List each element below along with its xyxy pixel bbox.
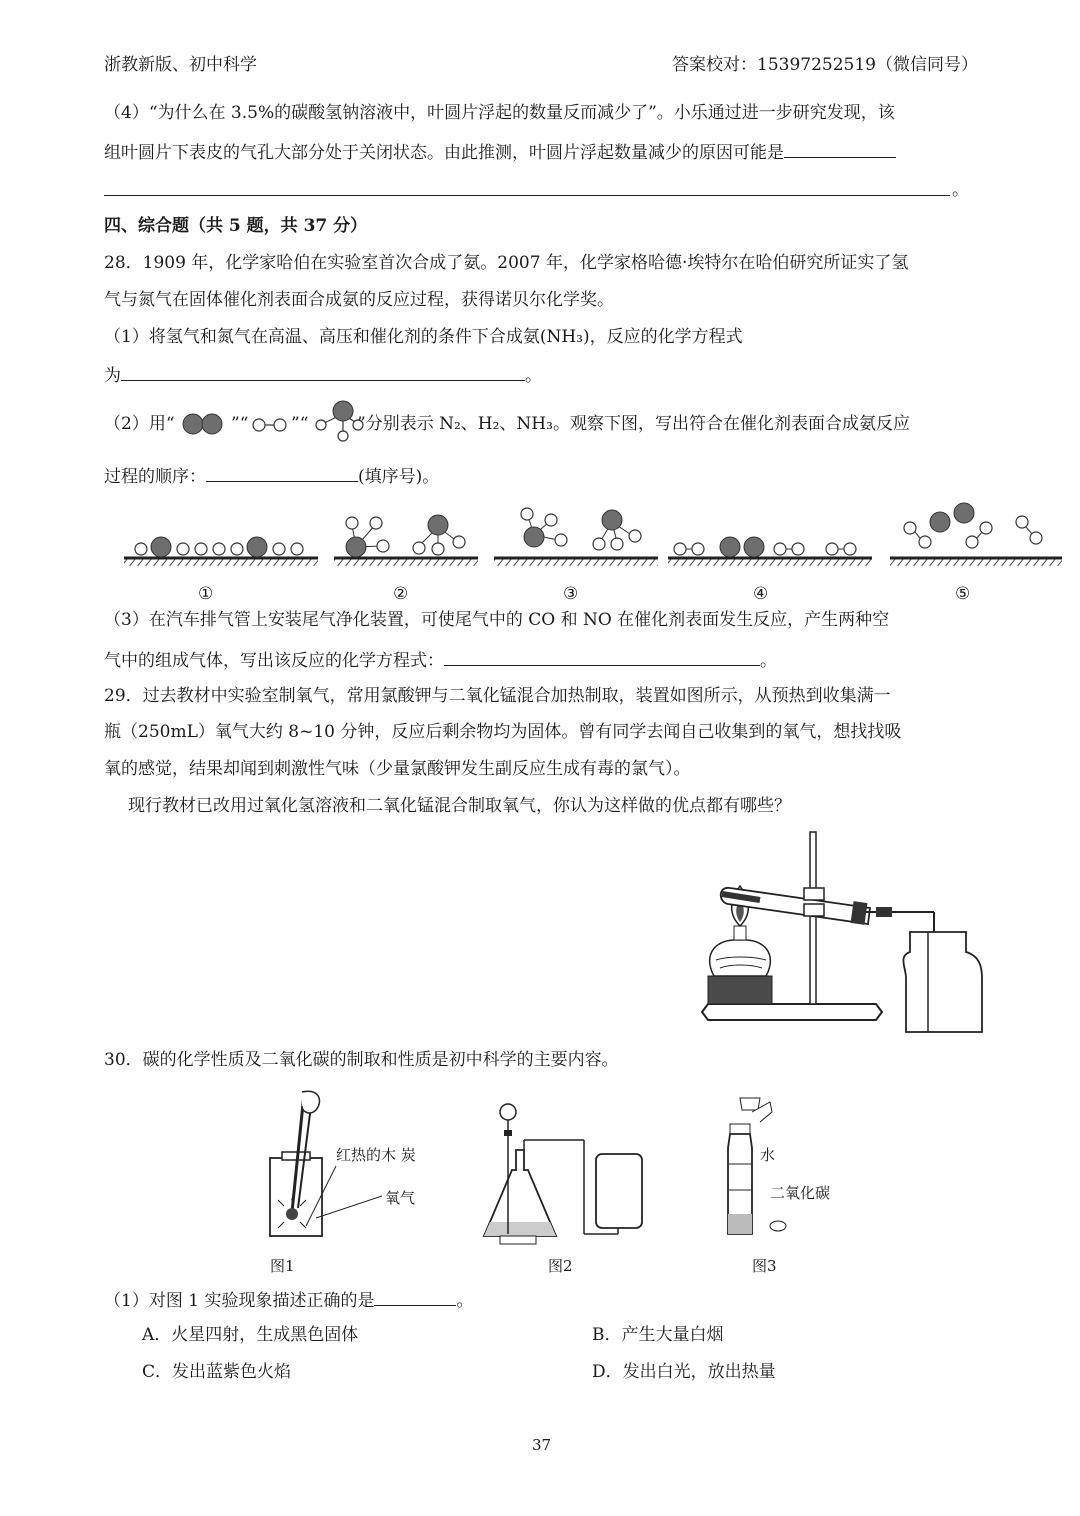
q27-4-end: 。 bbox=[952, 180, 969, 200]
panel-label-4: ④ bbox=[753, 584, 769, 604]
q28-p2-fill: (填序号)。 bbox=[358, 467, 440, 487]
panel-label-3: ③ bbox=[563, 584, 579, 604]
fig1-label-charcoal: 红热的木 炭 bbox=[336, 1146, 416, 1164]
panel-label-2: ② bbox=[393, 584, 409, 604]
h2-molecule-icon bbox=[250, 412, 294, 436]
fig3-label-water: 水 bbox=[760, 1146, 776, 1164]
catalyst-surface-diagram bbox=[120, 498, 1070, 610]
answer-blank[interactable] bbox=[121, 362, 525, 381]
answer-blank[interactable] bbox=[206, 463, 358, 482]
q27-4-line2-text: 组叶圆片下表皮的气孔大部分处于关闭状态。由此推测，叶圆片浮起数量减少的原因可能是 bbox=[104, 143, 784, 163]
q29-line4: 现行教材已改用过氧化氢溶液和二氧化锰混合制取氧气，你认为这样做的优点都有哪些？ bbox=[128, 796, 791, 816]
oxygen-apparatus-diagram bbox=[700, 828, 990, 1040]
fig3-bottle-water bbox=[712, 1094, 792, 1244]
q29-line2: 瓶（250mL）氧气大约 8~10 分钟，反应后剩余物均为固体。曾有同学去闻自己收集到的氧气，想找找吸 bbox=[104, 722, 902, 742]
q28-p1-text: （1）将氢气和氮气在高温、高压和催化剂的条件下合成氨(NH₃)，反应的化学方程式 bbox=[104, 327, 743, 347]
q28-p1-end: 。 bbox=[525, 366, 542, 386]
answer-blank[interactable] bbox=[374, 1287, 456, 1306]
panel-1 bbox=[124, 537, 318, 566]
panel-4 bbox=[668, 537, 872, 566]
option-d[interactable]: D．发出白光，放出热量 bbox=[592, 1362, 776, 1382]
section-title: 四、综合题（共 5 题，共 37 分） bbox=[104, 216, 368, 236]
q28-p2-d: ”分别表示 N₂、H₂、NH₃。观察下图，写出符合在催化剂表面合成氨反应 bbox=[357, 414, 910, 434]
panel-label-1: ① bbox=[198, 584, 214, 604]
q28-p1-for: 为 bbox=[104, 366, 121, 386]
header-right: 答案校对：15397252519（微信同号） bbox=[672, 55, 978, 75]
caption-fig3: 图3 bbox=[752, 1257, 777, 1275]
q27-4-line1: （4）“为什么在 3.5%的碳酸氢钠溶液中，叶圆片浮起的数量反而减少了”。小乐通过进一步研究发现，该 bbox=[104, 103, 895, 123]
q28-p1-answer bbox=[104, 362, 542, 388]
q27-4-line2 bbox=[104, 139, 896, 165]
panel-label-5: ⑤ bbox=[955, 584, 971, 604]
n2-molecule-icon bbox=[181, 412, 235, 436]
q28-p2-a: （2）用“ bbox=[104, 414, 175, 434]
q28-p3-line1: （3）在汽车排气管上安装尾气净化装置，可使尾气中的 CO 和 NO 在催化剂表面发生反应，产生两种空 bbox=[104, 610, 890, 630]
q28-p2-line2 bbox=[104, 463, 439, 489]
q28-p3-line2 bbox=[104, 647, 777, 673]
option-a[interactable]: A．火星四射，生成黑色固体 bbox=[142, 1325, 359, 1345]
fig2-co2-generator bbox=[472, 1110, 652, 1246]
q30-p1-end: 。 bbox=[456, 1291, 474, 1311]
page-number: 37 bbox=[532, 1436, 552, 1454]
q28-p2-b: ”“ bbox=[231, 414, 249, 434]
q28-line1: 28．1909 年，化学家哈伯在实验室首次合成了氨。2007 年，化学家格哈德·埃特尔在哈伯研究所证实了氢 bbox=[104, 253, 909, 273]
q29-line3: 氧的感觉，结果却闻到刺激性气味（少量氯酸钾发生副反应生成有毒的氯气）。 bbox=[104, 759, 691, 779]
caption-fig1: 图1 bbox=[270, 1257, 295, 1275]
nh3-molecule-icon bbox=[312, 398, 362, 442]
panel-5 bbox=[890, 503, 1062, 566]
option-b[interactable]: B．产生大量白烟 bbox=[592, 1325, 724, 1345]
q30-intro: 30．碳的化学性质及二氧化碳的制取和性质是初中科学的主要内容。 bbox=[104, 1050, 619, 1070]
option-c[interactable]: C．发出蓝紫色火焰 bbox=[142, 1362, 292, 1382]
q28-p3-text: 气中的组成气体，写出该反应的化学方程式： bbox=[104, 651, 444, 671]
fig1-leader-lines bbox=[300, 1154, 390, 1234]
answer-line[interactable] bbox=[104, 195, 950, 196]
q30-p1-text: （1）对图 1 实验现象描述正确的是 bbox=[104, 1291, 375, 1311]
answer-blank[interactable] bbox=[784, 139, 896, 158]
panel-3 bbox=[494, 508, 658, 566]
q28-p3-end: 。 bbox=[760, 651, 777, 671]
q28-p2-c: ”“ bbox=[291, 414, 309, 434]
q28-line2: 气与氮气在固体催化剂表面合成氨的反应过程，获得诺贝尔化学奖。 bbox=[104, 290, 614, 310]
header-left: 浙教新版、初中科学 bbox=[104, 55, 257, 75]
fig1-label-oxygen: 氧气 bbox=[385, 1189, 416, 1207]
q28-p2-order-label: 过程的顺序： bbox=[104, 467, 206, 487]
answer-blank[interactable] bbox=[444, 647, 760, 666]
caption-fig2: 图2 bbox=[548, 1257, 573, 1275]
fig3-label-co2: 二氧化碳 bbox=[770, 1184, 831, 1202]
panel-2 bbox=[334, 515, 478, 566]
q30-p1 bbox=[104, 1287, 473, 1313]
q29-line1: 29．过去教材中实验室制氧气，常用氯酸钾与二氧化锰混合加热制取，装置如图所示，从预热到收集满一 bbox=[104, 686, 891, 706]
